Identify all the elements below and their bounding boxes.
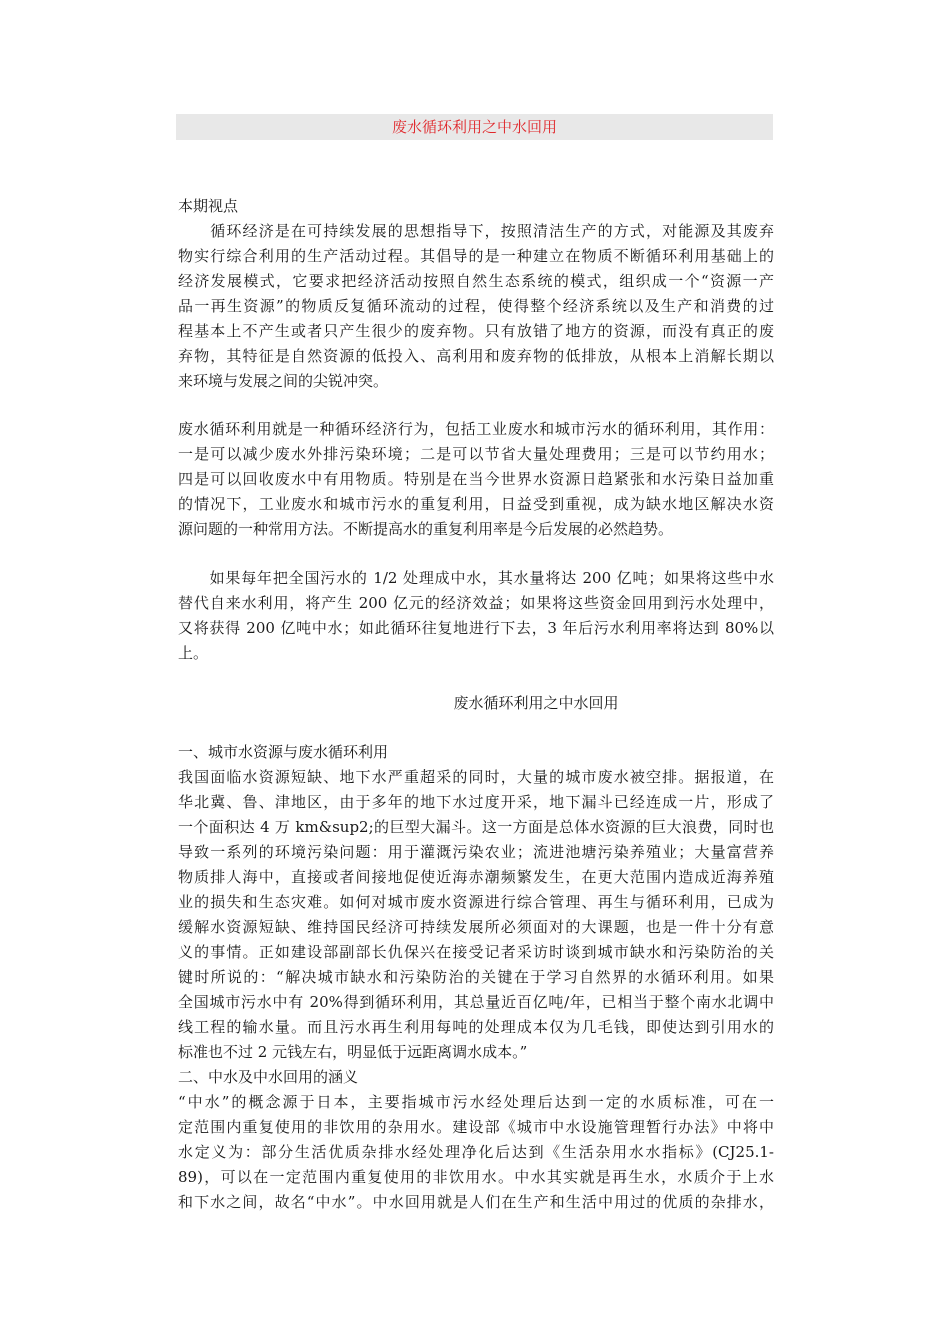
text-line: 水定义为：部分生活优质杂排水经处理净化后达到《生活杂用水水指标》(CJ25.1-	[178, 1143, 774, 1161]
text-line: 缓解水资源短缺、维持国民经济可持续发展所必须面对的大课题，也是一件十分有意	[178, 918, 774, 936]
section-heading-reclaimed-water	[178, 1065, 774, 1090]
text-line: 华北冀、鲁、津地区，由于多年的地下水过度开采，地下漏斗已经连成一片，形成了	[178, 793, 774, 811]
text-line: 循环经济是在可持续发展的思想指导下，按照清洁生产的方式，对能源及其废弃	[178, 222, 774, 240]
text-line: 物质排人海中，直接或者间接地促使近海赤潮频繁发生，在更大范围内造成近海养殖	[178, 868, 774, 886]
text-line: 业的损失和生态灾难。如何对城市废水资源进行综合管理、再生与循环利用，已成为	[178, 893, 774, 911]
text-line: 经济发展模式，它要求把经济活动按照自然生态系统的模式，组织成一个“资源一产	[178, 272, 774, 290]
heading-text: 一、城市水资源与废水循环利用	[178, 743, 389, 761]
text-line: 键时所说的：“解决城市缺水和污染防治的关键在于学习自然界的水循环利用。如果	[178, 968, 774, 986]
section-heading-viewpoint	[178, 194, 774, 219]
text-line: 源问题的一种常用方法。不断提高水的重复利用率是今后发展的必然趋势。	[178, 520, 674, 538]
text-line: 程基本上不产生或者只产生很少的废弃物。只有放错了地方的资源，而没有真正的废	[178, 322, 774, 340]
text-line: 如果每年把全国污水的 1/2 处理成中水，其水量将达 200 亿吨；如果将这些中水	[178, 569, 774, 587]
text-line: 替代自来水利用，将产生 200 亿元的经济效益；如果将这些资金回用到污水处理中，	[178, 594, 774, 612]
paragraph-benefit-estimate	[178, 566, 774, 666]
text-line: 一个面积达 4 万 km&sup2;的巨型大漏斗。这一方面是总体水资源的巨大浪费，同时也	[178, 818, 774, 836]
text-line: 的情况下，工业废水和城市污水的重复利用，日益受到重视，成为缺水地区解决水资	[178, 495, 774, 513]
text-line: 品一再生资源”的物质反复循环流动的过程，使得整个经济系统以及生产和消费的过	[178, 297, 774, 315]
section-title: 废水循环利用之中水回用	[453, 694, 619, 712]
heading-text: 本期视点	[178, 197, 239, 215]
text-line: 义的事情。正如建设部副部长仇保兴在接受记者采访时谈到城市缺水和污染防治的关	[178, 943, 774, 961]
text-line: 弃物，其特征是自然资源的低投入、高利用和废弃物的低排放，从根本上消解长期以	[178, 347, 774, 365]
text-line: 89)，可以在一定范围内重复使用的非饮用水。中水其实就是再生水，水质介于上水	[178, 1168, 774, 1186]
text-line: “中水”的概念源于日本，主要指城市污水经处理后达到一定的水质标准，可在一	[178, 1093, 774, 1111]
text-line: 上。	[178, 644, 209, 662]
heading-text: 二、中水及中水回用的涵义	[178, 1068, 359, 1086]
text-line: 标准也不过 2 元钱左右，明显低于远距离调水成本。”	[178, 1043, 528, 1061]
text-line: 又将获得 200 亿吨中水；如此循环往复地进行下去，3 年后污水利用率将达到 80%以	[178, 619, 774, 637]
text-line: 物实行综合利用的生产活动过程。其倡导的是一种建立在物质不断循环利用基础上的	[178, 247, 774, 265]
document-title: 废水循环利用之中水回用	[176, 114, 773, 140]
text-line: 来环境与发展之间的尖锐冲突。	[178, 372, 389, 390]
text-line: 和下水之间，故名“中水”。中水回用就是人们在生产和生活中用过的优质的杂排水，	[178, 1193, 774, 1211]
text-line: 我国面临水资源短缺、地下水严重超采的同时，大量的城市废水被空排。据报道，在	[178, 768, 774, 786]
text-line: 线工程的输水量。而且污水再生利用每吨的处理成本仅为几毛钱，即使达到引用水的	[178, 1018, 774, 1036]
text-line: 废水循环利用就是一种循环经济行为，包括工业废水和城市污水的循环利用，其作用：	[178, 420, 774, 438]
paragraph-urban-water	[178, 765, 774, 1065]
text-line: 全国城市污水中有 20%得到循环利用，其总量近百亿吨/年，已相当于整个南水北调中	[178, 993, 774, 1011]
paragraph-wastewater-recycling	[178, 417, 774, 542]
section-heading-urban-water	[178, 740, 774, 765]
paragraph-reclaimed-water	[178, 1090, 774, 1215]
text-line: 定范围内重复使用的非饮用的杂用水。建设部《城市中水设施管理暂行办法》中将中	[178, 1118, 774, 1136]
paragraph-circular-economy	[178, 219, 774, 394]
text-line: 一是可以减少废水外排污染环境；二是可以节省大量处理费用；三是可以节约用水；	[178, 445, 774, 463]
text-line: 四是可以回收废水中有用物质。特别是在当今世界水资源日趋紧张和水污染日益加重	[178, 470, 774, 488]
text-line: 导致一系列的环境污染问题：用于灌溉污染农业；流进池塘污染养殖业；大量富营养	[178, 843, 774, 861]
